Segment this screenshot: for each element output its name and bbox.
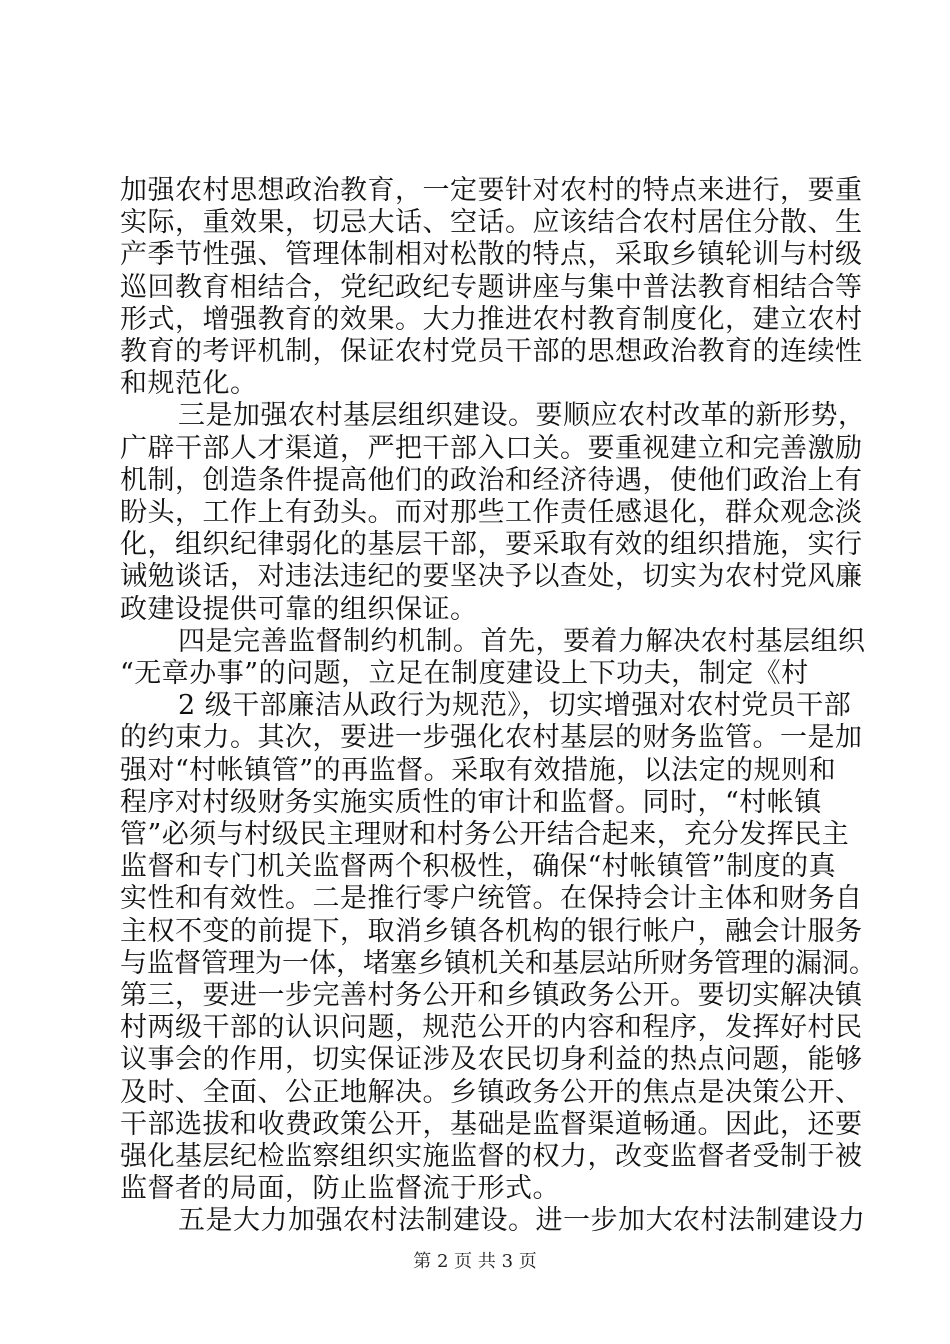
text-line: 诫勉谈话，对违法违纪的要坚决予以查处，切实为农村党风廉 (120, 561, 863, 593)
text-line: 实性和有效性。二是推行零户统管。在保持会计主体和财务自 (120, 883, 863, 915)
text-line: 的约束力。其次，要进一步强化农村基层的财务监管。一是加 (120, 722, 863, 754)
text-line: 村两级干部的认识问题，规范公开的内容和程序，发挥好村民 (120, 1012, 863, 1044)
paragraph-start-line: 五是大力加强农村法制建设。进一步加大农村法制建设力 (178, 1205, 866, 1237)
text-line: 教育的考评机制，保证农村党员干部的思想政治教育的连续性 (120, 336, 863, 367)
text-line: 议事会的作用，切实保证涉及农民切身利益的热点问题，能够 (120, 1044, 863, 1076)
text-line: 干部选拔和收费政策公开，基础是监督渠道畅通。因此，还要 (120, 1108, 863, 1140)
text-line: 程序对村级财务实施实质性的审计和监督。同时，“村帐镇 (120, 786, 822, 818)
text-line: 产季节性强、管理体制相对松散的特点，采取乡镇轮训与村级 (120, 239, 863, 271)
text-line: 2 级干部廉洁从政行为规范》，切实增强对农村党员干部 (178, 690, 852, 722)
text-line: 第三，要进一步完善村务公开和乡镇政务公开。要切实解决镇 (120, 980, 863, 1011)
text-line: 强对“村帐镇管”的再监督。采取有效措施，以法定的规则和 (120, 754, 837, 786)
text-line: 机制，创造条件提高他们的政治和经济待遇，使他们政治上有 (120, 464, 863, 496)
text-line: 强化基层纪检监察组织实施监督的权力，改变监督者受制于被 (120, 1141, 863, 1172)
paragraph-start-line: 三是加强农村基层组织建设。要顺应农村改革的新形势， (178, 400, 866, 432)
text-line: 实际，重效果，切忌大话、空话。应该结合农村居住分散、生 (120, 207, 863, 239)
text-line: 政建设提供可靠的组织保证。 (120, 593, 478, 625)
text-line: 及时、全面、公正地解决。乡镇政务公开的焦点是决策公开、 (120, 1076, 863, 1108)
text-line: 监督者的局面，防止监督流于形式。 (120, 1173, 560, 1205)
text-line: “无章办事”的问题，立足在制度建设上下功夫，制定《村 (120, 658, 809, 689)
text-line: 巡回教育相结合，党纪政纪专题讲座与集中普法教育相结合等 (120, 271, 863, 303)
text-line: 和规范化。 (120, 368, 258, 400)
text-line: 广辟干部人才渠道，严把干部入口关。要重视建立和完善激励 (120, 432, 863, 464)
text-line: 与监督管理为一体，堵塞乡镇机关和基层站所财务管理的漏洞。 (120, 947, 876, 979)
text-line: 盼头，工作上有劲头。而对那些工作责任感退化，群众观念淡 (120, 497, 863, 528)
page-number-footer: 第 2 页 共 3 页 (413, 1251, 537, 1272)
text-line: 加强农村思想政治教育，一定要针对农村的特点来进行，要重 (120, 175, 863, 206)
text-line: 管”必须与村级民主理财和村务公开结合起来，充分发挥民主 (120, 819, 850, 850)
text-line: 监督和专门机关监督两个积极性，确保“村帐镇管”制度的真 (120, 851, 837, 883)
text-line: 化，组织纪律弱化的基层干部，要采取有效的组织措施，实行 (120, 529, 863, 561)
text-line: 形式，增强教育的效果。大力推进农村教育制度化，建立农村 (120, 303, 863, 335)
text-line: 主权不变的前提下，取消乡镇各机构的银行帐户，融会计服务 (120, 915, 863, 947)
paragraph-start-line: 四是完善监督制约机制。首先，要着力解决农村基层组织 (178, 625, 866, 657)
